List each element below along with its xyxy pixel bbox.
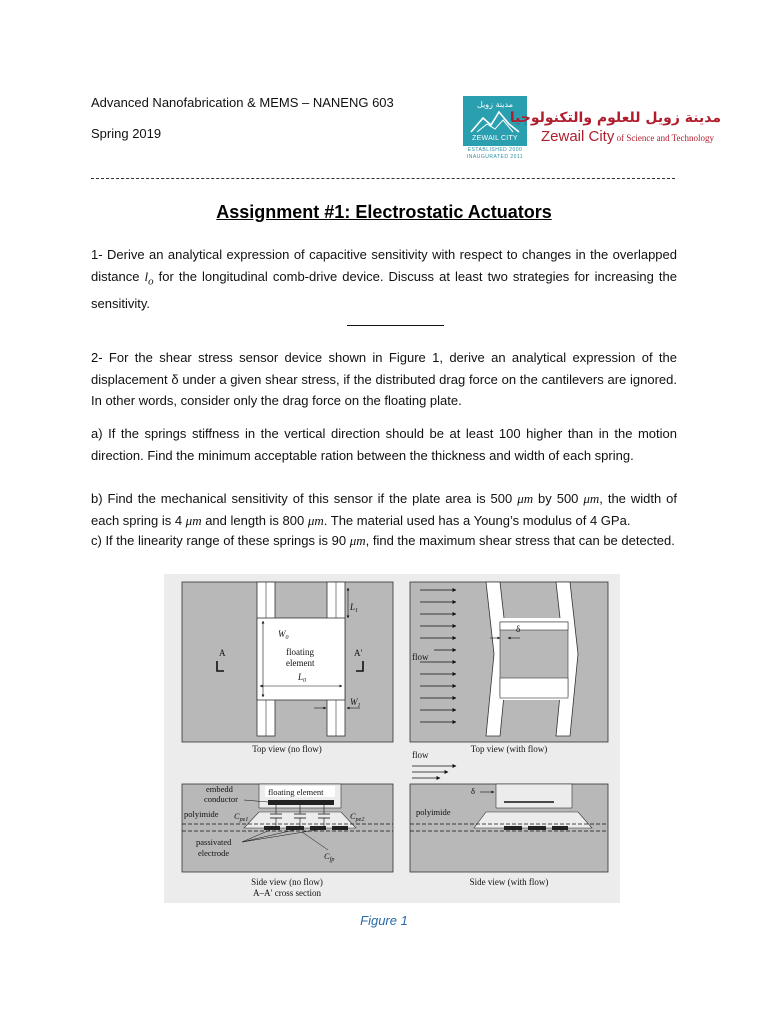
figure-diagram <box>164 574 620 903</box>
logo-inaugurated: INAUGURATED 2011 <box>466 154 524 160</box>
figure-1 <box>164 574 620 903</box>
course-title: Advanced Nanofabrication & MEMS – NANENG 603 <box>91 95 394 110</box>
q1-text-end: for the longitudinal comb-drive device. Discuss at least two strategies for increasing the sensitivity. <box>91 268 677 311</box>
q1-var: l <box>144 268 149 284</box>
header-divider <box>91 178 675 179</box>
qb-text-2: by 500 <box>533 491 584 506</box>
label-A-prime: A′ <box>354 648 363 658</box>
side-view-with-flow <box>410 750 608 887</box>
question-2: 2- For the shear stress sensor device shown in Figure 1, derive an analytical expression of the displacement δ under a given shear stress, if the distributed drag force on the cantilevers are ignored. In other words, consider only the drag force on the floating plate. <box>91 350 677 408</box>
label-Cfp: $C_{fp}$ <box>324 851 335 863</box>
label-conductor: conductor <box>204 794 238 804</box>
caption-cross-section: A–A′ cross section <box>253 888 321 898</box>
qb-text-5: . The material used has a Young’s modulus of 4 GPa. <box>323 512 631 528</box>
caption-top-with-flow: Top view (with flow) <box>470 744 548 754</box>
caption-side-no-flow: Side view (no flow) <box>251 877 323 887</box>
qb-unit-2: μm <box>583 491 600 506</box>
zewail-city-logo <box>463 96 527 162</box>
qb-text-1: b) Find the mechanical sensitivity of this sensor if the plate area is 500 <box>91 491 518 506</box>
semester-label: Spring 2019 <box>91 126 162 141</box>
label-Cpe1: $C_{pe1}$ <box>234 811 249 823</box>
top-view-with-flow <box>410 582 608 754</box>
label-L1: $L_1$ <box>350 602 359 614</box>
qc-text-1: c) If the linearity range of these springs is 90 <box>91 533 350 548</box>
label-A: A <box>219 648 226 658</box>
label-W1: $W_1$ <box>350 697 361 709</box>
caption-side-with-flow: Side view (with flow) <box>469 877 549 887</box>
assignment-title: Assignment #1: Electrostatic Actuators <box>216 202 552 222</box>
label-delta-side: δ <box>471 786 476 796</box>
label-electrode: electrode <box>198 848 230 858</box>
label-Cpe2: $C_{pe2}$ <box>350 811 365 823</box>
label-L0: $L_0$ <box>298 672 307 684</box>
q1-var-sub: o <box>148 275 154 288</box>
qc-unit-1: μm <box>349 533 366 548</box>
qb-unit-1: μm <box>517 491 534 506</box>
label-floating-element: floating element <box>268 787 324 797</box>
caption-top-no-flow: Top view (no flow) <box>252 744 322 754</box>
brand-wordmark <box>509 110 721 146</box>
label-floating: floating <box>286 647 314 657</box>
brand-english-big: Zewail City <box>541 128 615 145</box>
logo-arabic-text: مدينة زويل <box>477 100 513 109</box>
top-view-no-flow <box>182 582 393 754</box>
side-view-no-flow <box>182 784 393 898</box>
figure-caption: Figure 1 <box>360 913 408 928</box>
label-W0: $W_0$ <box>278 629 289 641</box>
brand-english <box>541 128 721 146</box>
question-separator <box>347 325 444 326</box>
q1-text-start: 1- Derive an analytical expression of capacitive sensitivity with respect to changes in the overlapped distance <box>91 247 677 284</box>
logo-established: ESTABLISHED 2000 <box>467 147 523 153</box>
q1-variable <box>144 268 154 288</box>
label-polyimide-left: polyimide <box>184 809 219 819</box>
qb-unit-4: μm <box>307 512 324 528</box>
logo-dates <box>463 147 527 161</box>
label-flow-top: flow <box>412 652 429 662</box>
question-2b <box>91 488 677 531</box>
question-2c <box>91 530 677 552</box>
qb-unit-3: μm <box>185 512 202 528</box>
qb-text-4: and length is 800 <box>201 512 308 528</box>
brand-arabic: مدينة زويل للعلوم والتكنولوجيا <box>509 110 721 126</box>
label-embedd: embedd <box>206 784 233 794</box>
question-1 <box>91 244 677 314</box>
label-passivated: passivated <box>196 837 232 847</box>
label-element: element <box>286 658 315 668</box>
question-2a: a) If the springs stiffness in the vertical direction should be at least 100 higher than in the motion direction. Find the minimum acceptable ration between the thickness and width of each spring. <box>91 426 677 463</box>
brand-english-small: of Science and Technology <box>614 133 715 143</box>
qc-text-2: , find the maximum shear stress that can be detected. <box>365 533 675 548</box>
label-polyimide-right: polyimide <box>416 807 451 817</box>
qb-text-3: , the width of each spring is 4 <box>91 491 677 528</box>
label-flow-side: flow <box>412 750 429 760</box>
logo-name: ZEWAIL CITY <box>472 135 518 142</box>
label-delta-top: δ <box>516 624 521 634</box>
